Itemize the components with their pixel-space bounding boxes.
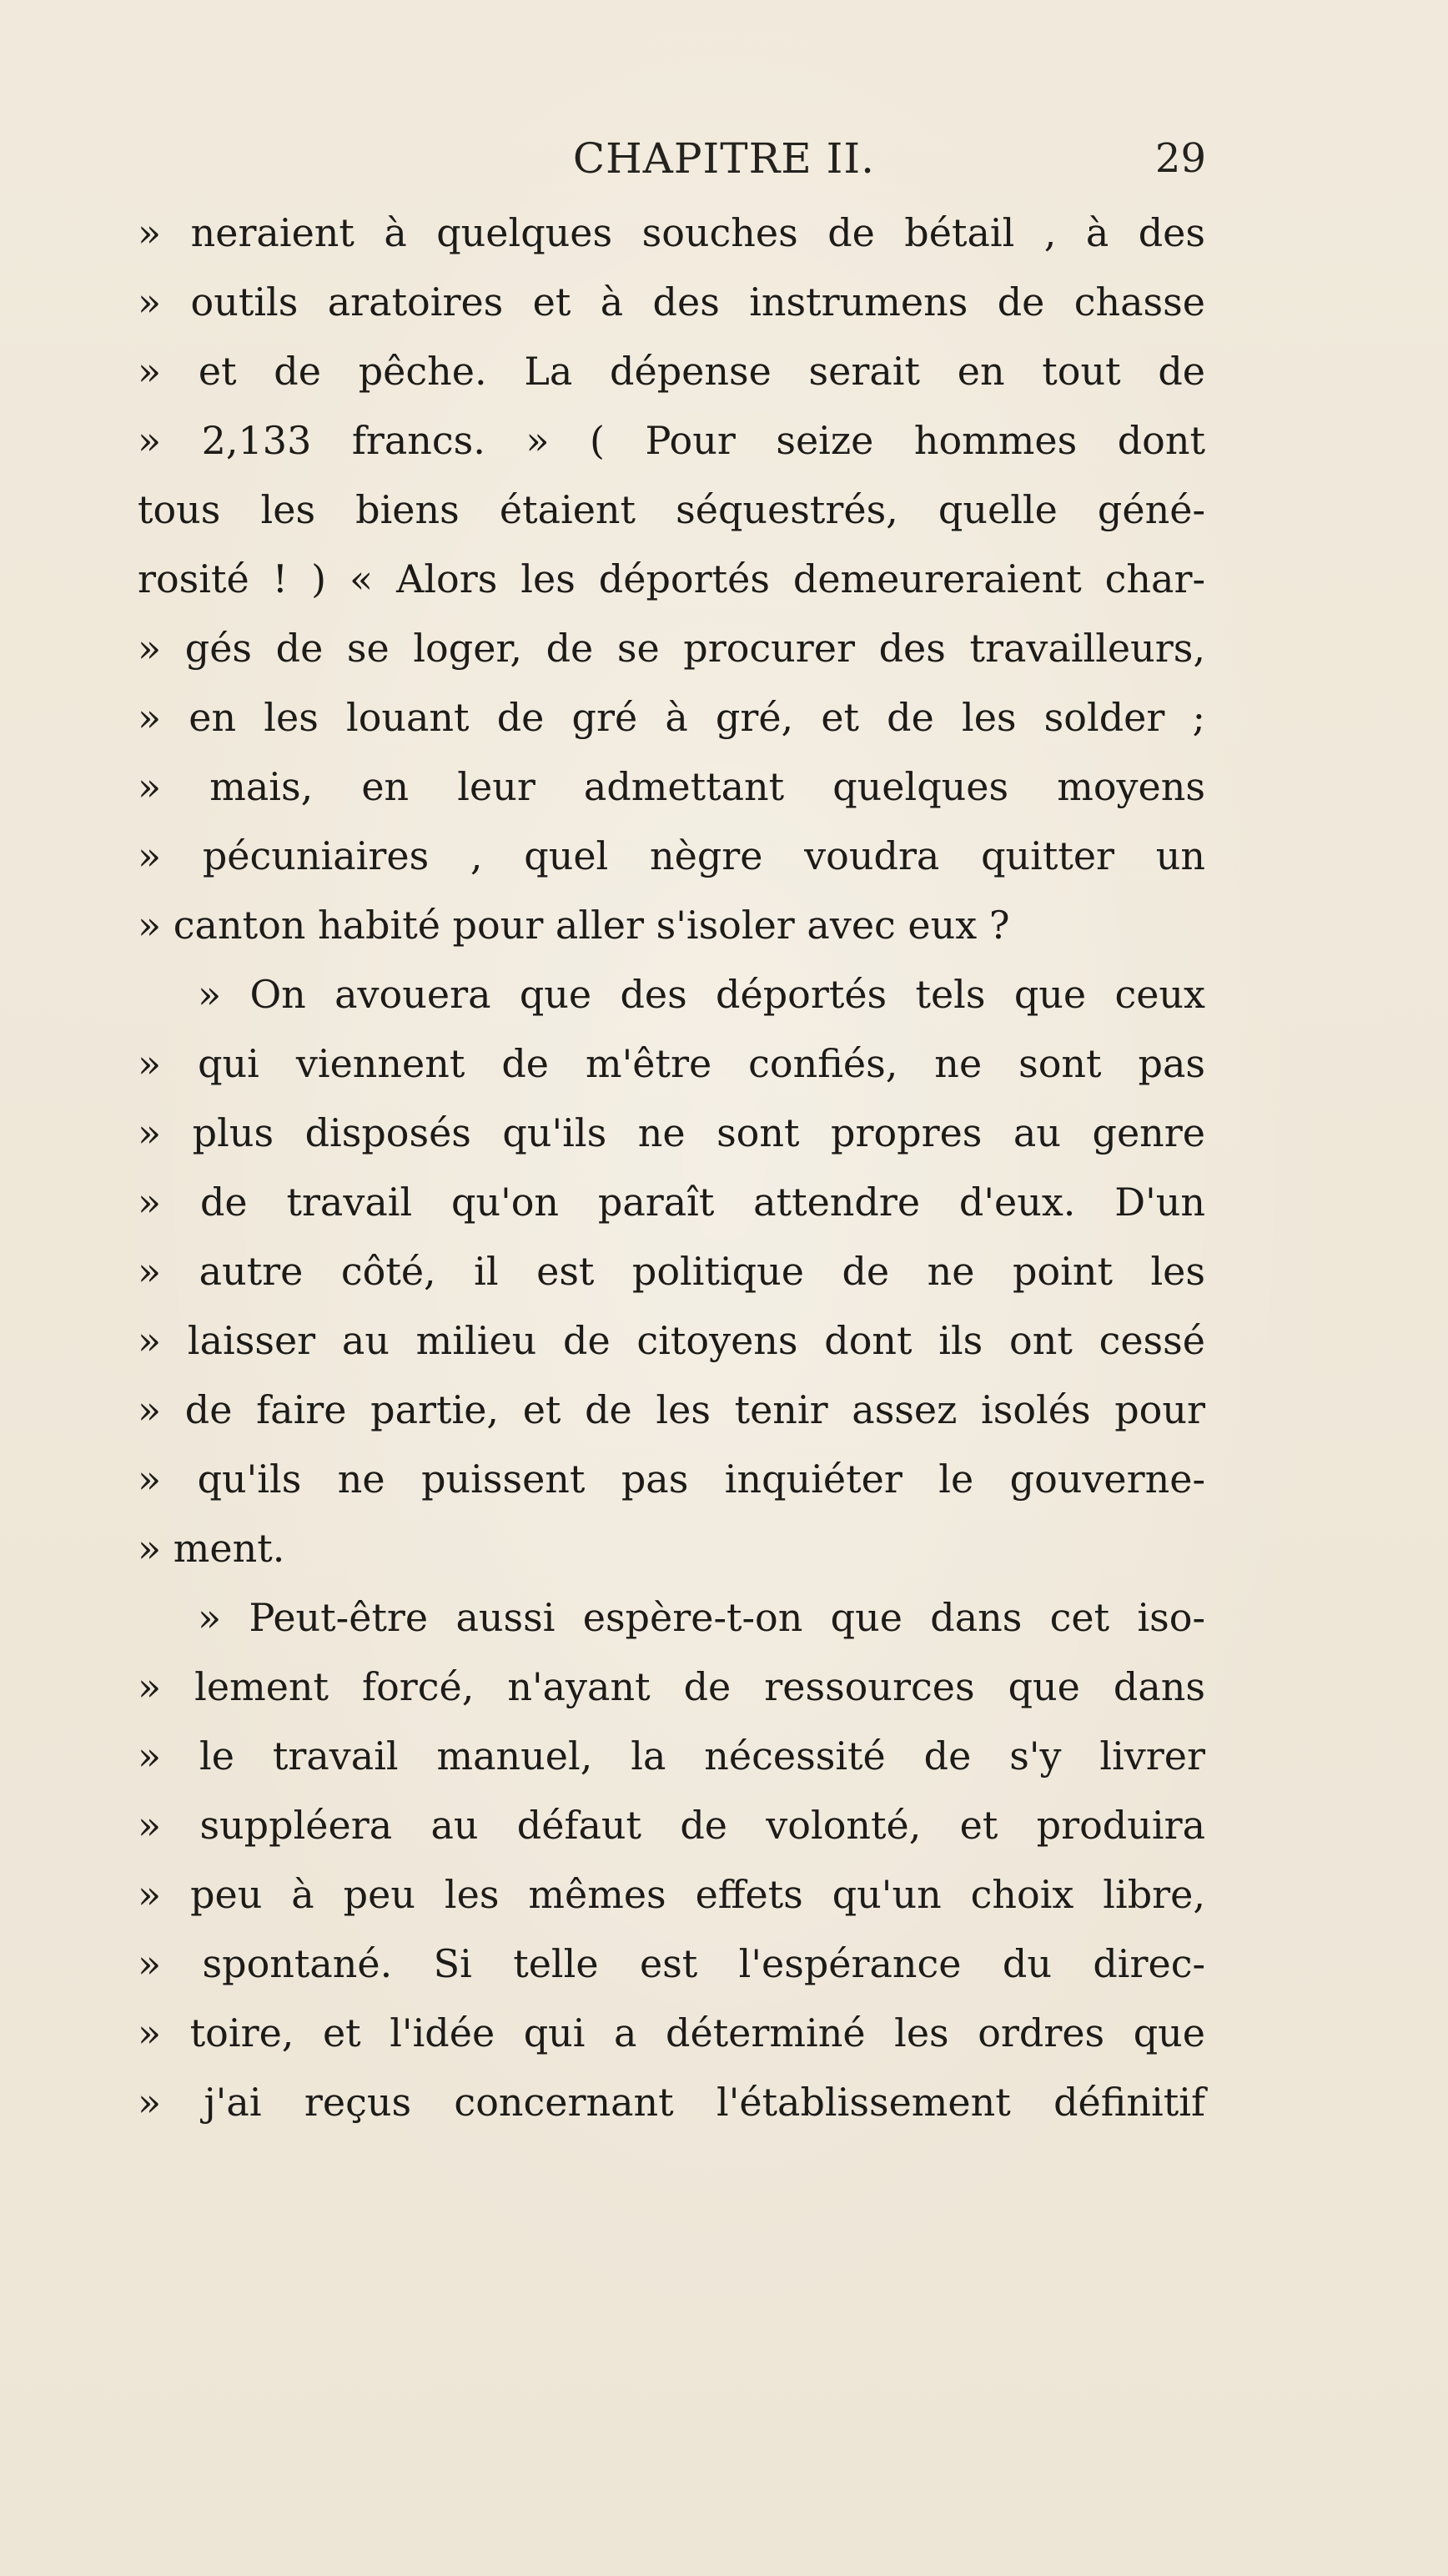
text-line: » en les louant de gré à gré, et de les solder ; — [138, 695, 1205, 740]
text-line: rosité ! ) « Alors les déportés demeureraient char- — [138, 556, 1205, 601]
body-text — [138, 199, 1205, 2137]
text-line: » suppléera au défaut de volonté, et produira — [138, 1803, 1205, 1848]
text-line: » de travail qu'on paraît attendre d'eux. D'un — [138, 1180, 1205, 1225]
page-number: 29 — [1154, 135, 1206, 182]
text-line: » autre côté, il est politique de ne point les — [138, 1249, 1205, 1294]
paragraph-start-line: » Peut-être aussi espère-t-on que dans cet iso- — [198, 1595, 1205, 1640]
text-line: » gés de se loger, de se procurer des travailleurs, — [138, 626, 1205, 671]
text-line: » neraient à quelques souches de bétail , à des — [138, 210, 1205, 255]
text-line: » spontané. Si telle est l'espérance du direc- — [138, 1941, 1205, 1986]
text-line: » le travail manuel, la nécessité de s'y livrer — [138, 1733, 1205, 1779]
paragraph-start-line: » On avouera que des déportés tels que ceux — [198, 972, 1205, 1017]
text-line: » de faire partie, et de les tenir assez isolés pour — [138, 1387, 1205, 1432]
text-line: » j'ai reçus concernant l'établissement définitif — [138, 2080, 1205, 2125]
text-line: » peu à peu les mêmes effets qu'un choix libre, — [138, 1872, 1205, 1917]
text-line: » qui viennent de m'être confiés, ne sont pas — [138, 1041, 1205, 1086]
text-line: » mais, en leur admettant quelques moyens — [138, 764, 1205, 809]
chapter-title: CHAPITRE II. — [572, 134, 876, 183]
text-line: » ment. — [138, 1526, 285, 1571]
text-line: » toire, et l'idée qui a déterminé les ordres que — [138, 2010, 1205, 2055]
text-line: » pécuniaires , quel nègre voudra quitter un — [138, 833, 1205, 878]
text-line: » laisser au milieu de citoyens dont ils ont cessé — [138, 1318, 1205, 1363]
text-line: » outils aratoires et à des instrumens de chasse — [138, 279, 1205, 325]
text-line: » plus disposés qu'ils ne sont propres au genre — [138, 1110, 1205, 1155]
text-line: tous les biens étaient séquestrés, quelle géné- — [138, 487, 1205, 532]
text-line: » 2,133 francs. » ( Pour seize hommes dont — [138, 418, 1205, 463]
text-line: » et de pêche. La dépense serait en tout de — [138, 349, 1205, 394]
running-head — [0, 129, 1448, 188]
text-line: » lement forcé, n'ayant de ressources que dans — [138, 1664, 1205, 1709]
text-line: » qu'ils ne puissent pas inquiéter le gouverne- — [138, 1457, 1205, 1502]
text-line: » canton habité pour aller s'isoler avec eux ? — [138, 903, 1010, 948]
